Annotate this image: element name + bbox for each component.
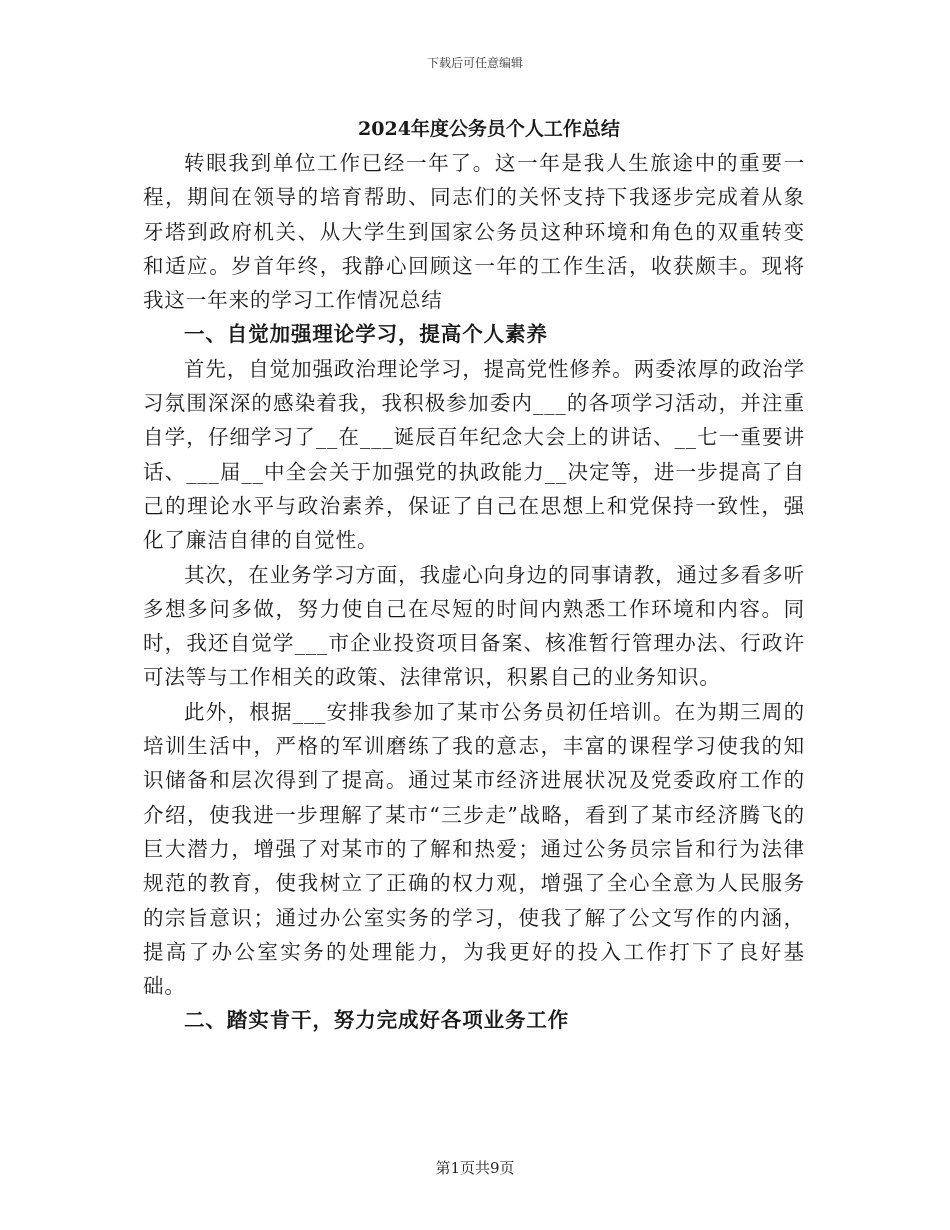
page-header-note: 下载后可任意编辑 <box>426 56 523 70</box>
document-body <box>143 112 805 1038</box>
paragraph-intro: 转眼我到单位工作已经一年了。这一年是我人生旅途中的重要一程，期间在领导的培育帮助、同志们的关怀支持下我逐步完成着从象牙塔到政府机关、从大学生到国家公务员这种环境和角色的双重转变和适应。岁首年终，我静心回顾这一年的工作生活，收获颇丰。现将我这一年来的学习工作情况总结 <box>143 151 805 313</box>
section-heading-1: 一、自觉加强理论学习，提高个人素养 <box>184 322 548 347</box>
paragraph-training: 此外，根据___安排我参加了某市公务员初任培训。在为期三周的培训生活中，严格的军训磨练了我的意志，丰富的课程学习使我的知识储备和层次得到了提高。通过某市经济进展状况及党委政府工作的介绍，使我进一步理解了某市“三步走”战略，看到了某市经济腾飞的巨大潜力，增强了对某市的了解和热爱；通过公务员宗旨和行为法律规范的教育，使我树立了正确的权力观，增强了全心全意为人民服务的宗旨意识；通过办公室实务的学习，使我了解了公文写作的内涵，提高了办公室实务的处理能力，为我更好的投入工作打下了良好基础。 <box>143 699 805 999</box>
paragraph-theory-study: 首先，自觉加强政治理论学习，提高党性修养。两委浓厚的政治学习氛围深深的感染着我，我积极参加委内___的各项学习活动，并注重自学，仔细学习了__在___诞辰百年纪念大会上的讲话、__七一重要讲话、___届__中全会关于加强党的执政能力__决定等，进一步提高了自己的理论水平与政治素养，保证了自己在思想上和党保持一致性，强化了廉洁自律的自觉性。 <box>143 356 805 553</box>
section-heading-2: 二、踏实肯干，努力完成好各项业务工作 <box>184 1008 570 1033</box>
document-title: 2024年度公务员个人工作总结 <box>358 118 620 140</box>
paragraph-business-study: 其次，在业务学习方面，我虚心向身边的同事请教，通过多看多听多想多问多做，努力使自己在尽短的时间内熟悉工作环境和内容。同时，我还自觉学___市企业投资项目备案、核准暂行管理办法、行政许可法等与工作相关的政策、法律常识，积累自己的业务知识。 <box>143 562 805 690</box>
page-number: 第1页共9页 <box>435 1159 515 1177</box>
